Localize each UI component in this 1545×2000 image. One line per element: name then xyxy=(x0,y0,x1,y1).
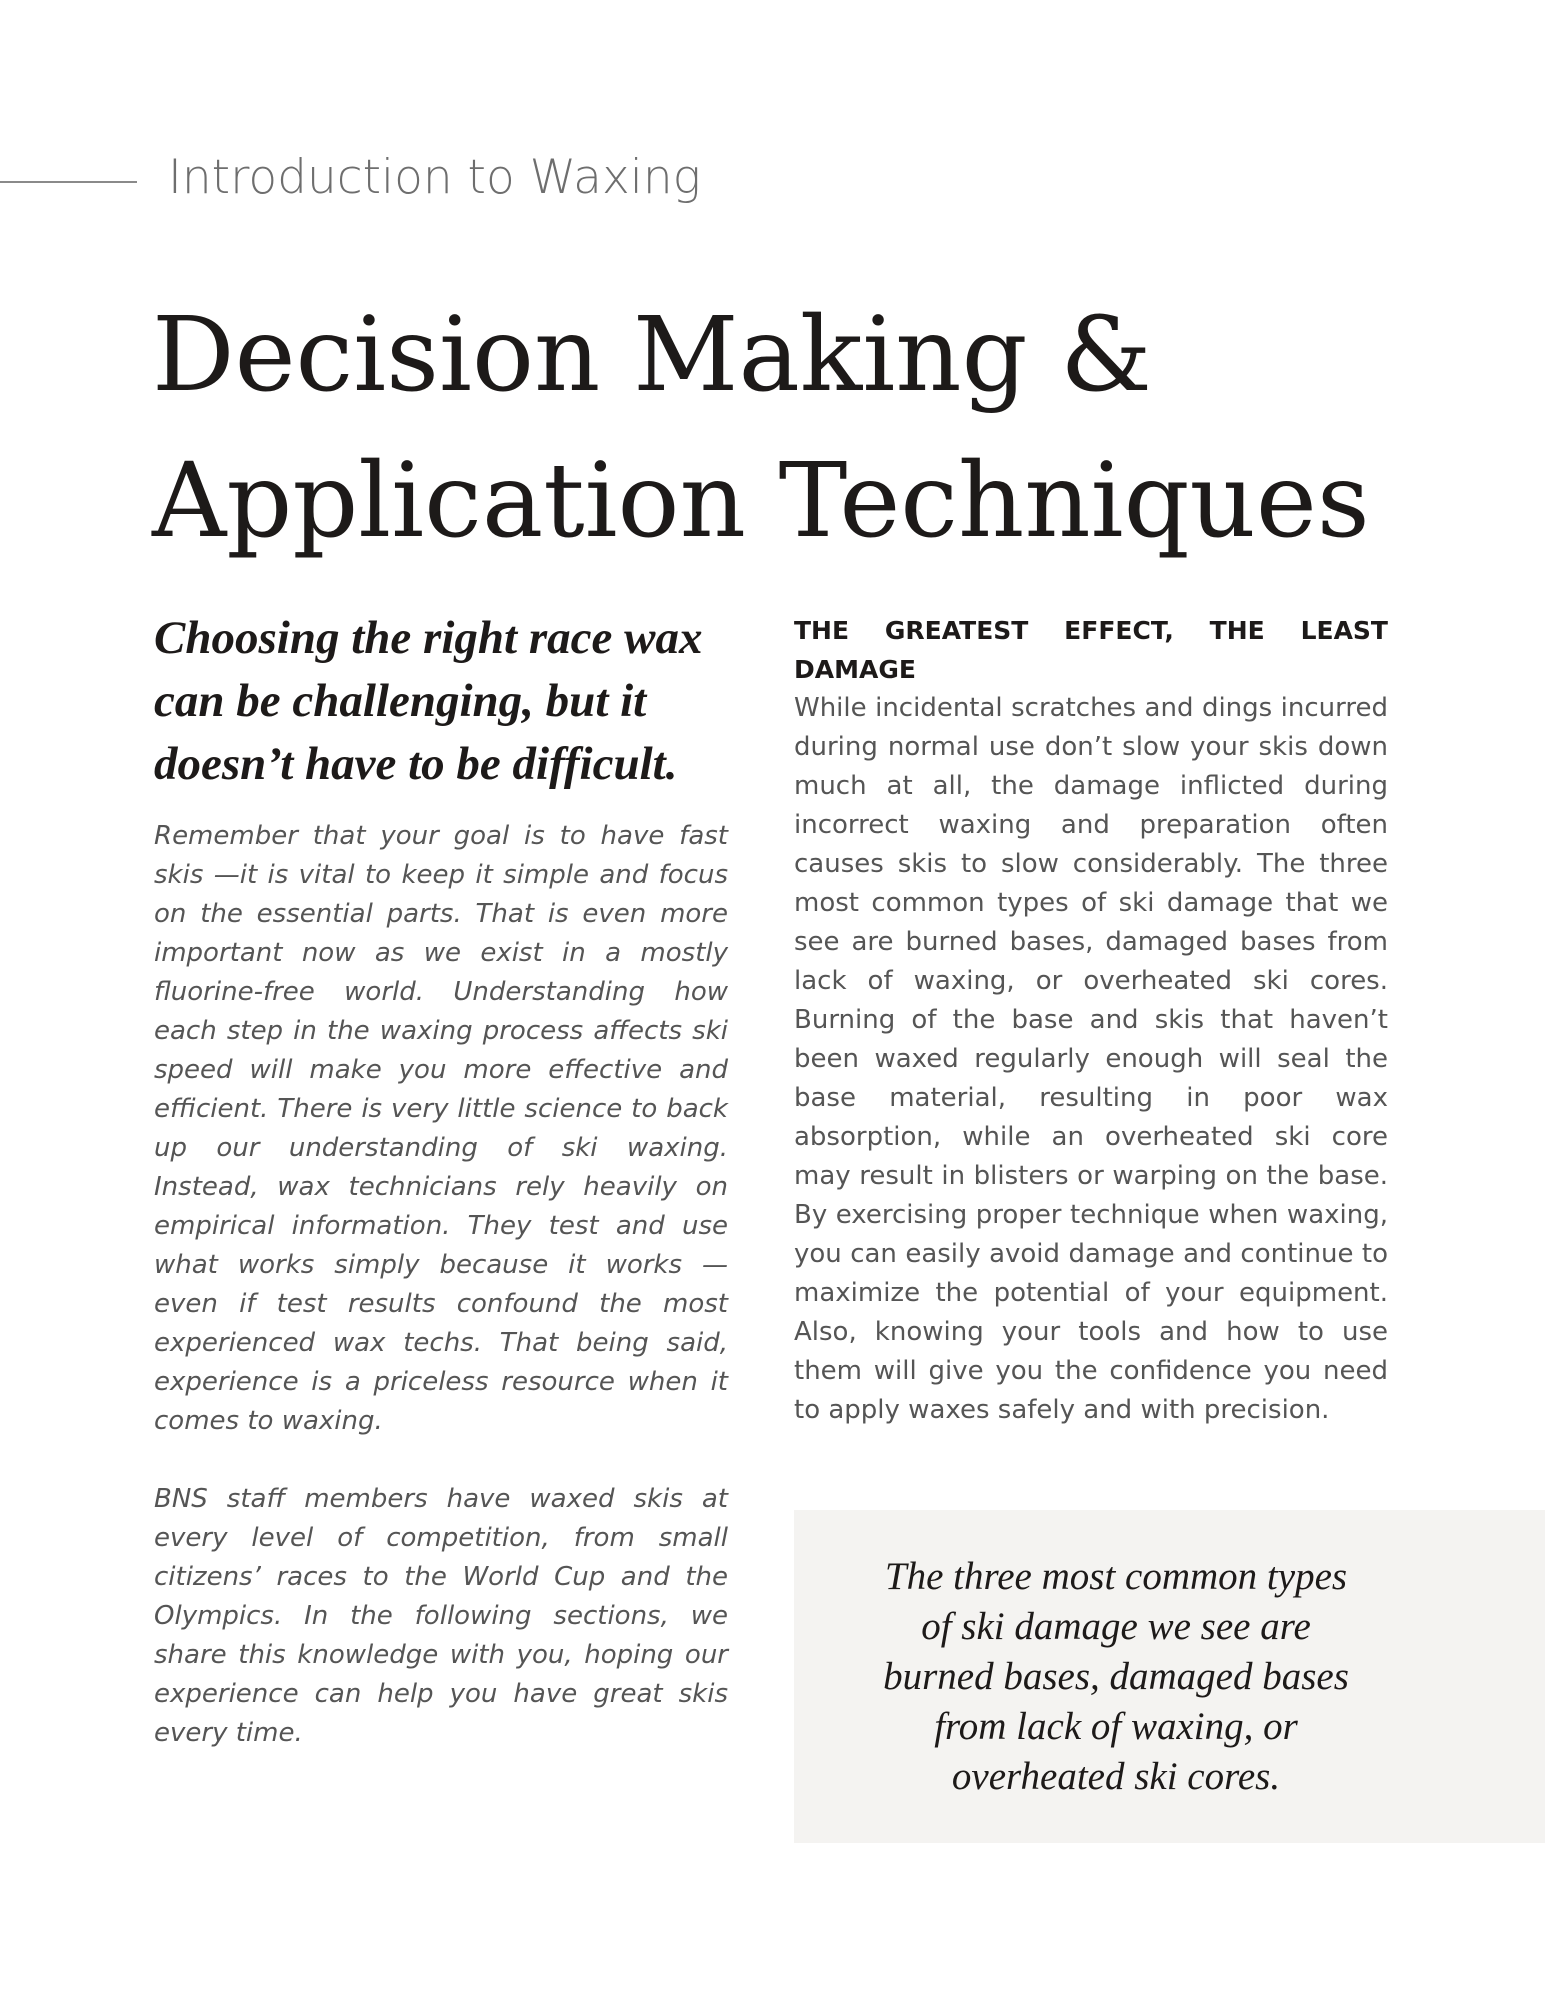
left-paragraph-1: Remember that your goal is to have fast skis —it is vital to keep it simple and focus on the essential parts. That is even more important now as we exist in a mostly fluorine-free world. Understanding how each step in the waxing process affects ski speed will make you more effective and efficient. There is very little science to back up our understanding of ski waxing. Instead, wax technicians rely heavily on empirical information. They test and use what works simply because it works — even if test results confound the most experienced wax techs. That being said, experience is a priceless resource when it comes to waxing. xyxy=(154,821,728,1436)
section-label: Introduction to Waxing xyxy=(168,150,701,205)
pull-quote-text: The three most common types of ski damage we see are burned bases, damaged bases from lack of waxing, or overheated ski cores. xyxy=(883,1555,1349,1798)
right-column-heading: THE GREATEST EFFECT, THE LEAST DAMAGE xyxy=(794,616,1388,684)
section-rule-divider xyxy=(0,181,137,183)
right-column xyxy=(794,611,1388,1430)
page-title: Decision Making & Application Techniques xyxy=(152,295,1370,561)
lead-subheading: Choosing the right race wax can be challenging, but it doesn’t have to be difficult. xyxy=(154,612,703,790)
left-paragraph-2: BNS staff members have waxed skis at every level of competition, from small citizens’ races to the World Cup and the Olympics. In the following sections, we share this knowledge with you, hoping our experience can help you have great skis every time. xyxy=(154,1484,728,1748)
pull-quote-box xyxy=(794,1510,1545,1843)
left-column-body xyxy=(154,817,728,1792)
right-column-body: While incidental scratches and dings incurred during normal use don’t slow your skis down much at all, the damage inflicted during incorrect waxing and preparation often causes skis to slow considerably. The three most common types of ski damage that we see are burned bases, damaged bases from lack of waxing, or overheated ski cores. Burning of the base and skis that haven’t been waxed regularly enough will seal the base material, resulting in poor wax absorption, while an overheated ski core may result in blisters or warping on the base. By exercising proper technique when waxing, you can easily avoid damage and continue to maximize the potential of your equipment. Also, knowing your tools and how to use them will give you the confidence you need to apply waxes safely and with precision. xyxy=(794,693,1388,1425)
